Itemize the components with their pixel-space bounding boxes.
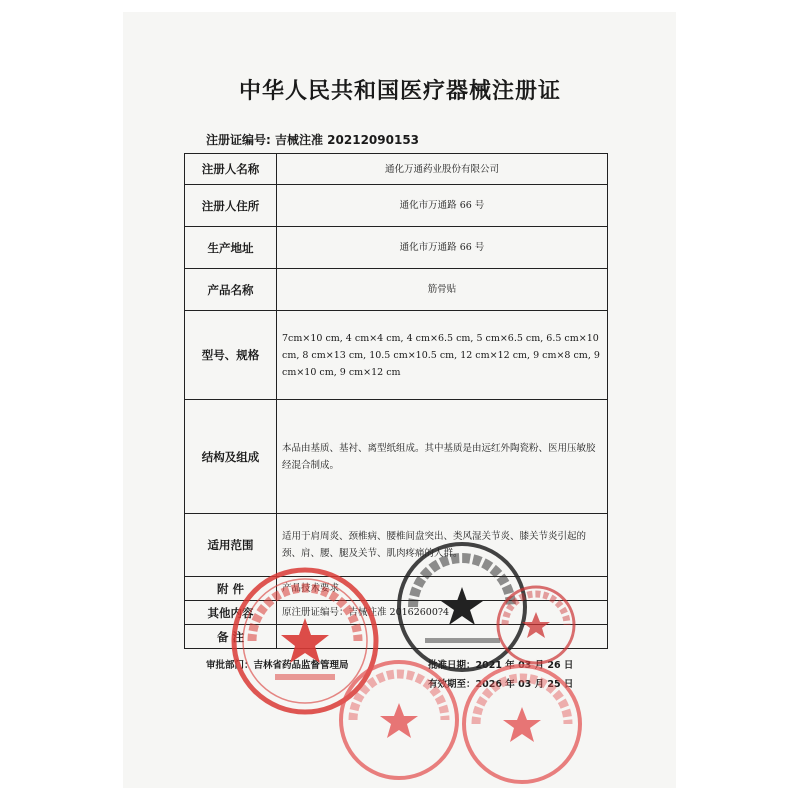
field-value: 产品技术要求 — [277, 577, 608, 601]
field-value: 筋骨贴 — [277, 269, 608, 311]
table-row — [185, 185, 608, 227]
table-row — [185, 311, 608, 400]
table-row — [185, 269, 608, 311]
expiry-date-label: 有效期至： — [428, 679, 476, 690]
field-label: 备 注 — [185, 625, 277, 649]
registration-number-value: 吉械注准 20212090153 — [275, 133, 420, 147]
field-value: 通化市万通路 66 号 — [277, 227, 608, 269]
field-label: 注册人名称 — [185, 154, 277, 185]
authority-label: 审批部门： — [206, 660, 254, 671]
registration-number-label: 注册证编号: — [206, 133, 271, 147]
registration-number — [206, 131, 419, 148]
approval-date-value: 2021 年 03 月 26 日 — [475, 660, 574, 671]
field-value: 通化市万通路 66 号 — [277, 185, 608, 227]
field-value: 适用于肩周炎、颈椎病、腰椎间盘突出、类风湿关节炎、膝关节炎引起的颈、肩、腰、腿及关节、肌肉疼痛的人群。 — [277, 514, 608, 577]
field-value: 通化万通药业股份有限公司 — [277, 154, 608, 185]
field-label: 注册人住所 — [185, 185, 277, 227]
field-label: 生产地址 — [185, 227, 277, 269]
field-value: 本品由基质、基衬、离型纸组成。其中基质是由远红外陶瓷粉、医用压敏胶经混合制成。 — [277, 400, 608, 514]
table-row — [185, 400, 608, 514]
field-label: 适用范围 — [185, 514, 277, 577]
market-supervision-seal — [495, 584, 577, 666]
field-label: 其他内容 — [185, 601, 277, 625]
table-row — [185, 154, 608, 185]
field-label: 产品名称 — [185, 269, 277, 311]
expiry-date-value: 2026 年 03 月 25 日 — [475, 679, 574, 690]
field-label: 附 件 — [185, 577, 277, 601]
field-label: 结构及组成 — [185, 400, 277, 514]
field-value: 原注册证编号：吉械注准 20162600?4 — [277, 601, 608, 625]
approval-date-label: 批准日期： — [428, 660, 476, 671]
distributor-seal — [337, 658, 462, 783]
field-value: 7cm×10 cm, 4 cm×4 cm, 4 cm×6.5 cm, 5 cm×6.5 cm, 6.5 cm×10 cm, 8 cm×13 cm, 10.5 cm×10.5 cm, 12 cm×12 cm, 9 cm×8 cm, 9 cm×10 cm, 9 cm×12 cm — [277, 311, 608, 400]
document-title: 中华人民共和国医疗器械注册证 — [238, 79, 561, 104]
sales-company-seal — [460, 662, 585, 787]
table-row — [185, 227, 608, 269]
field-label: 型号、规格 — [185, 311, 277, 400]
authority-value: 吉林省药品监督管理局 — [253, 660, 349, 671]
